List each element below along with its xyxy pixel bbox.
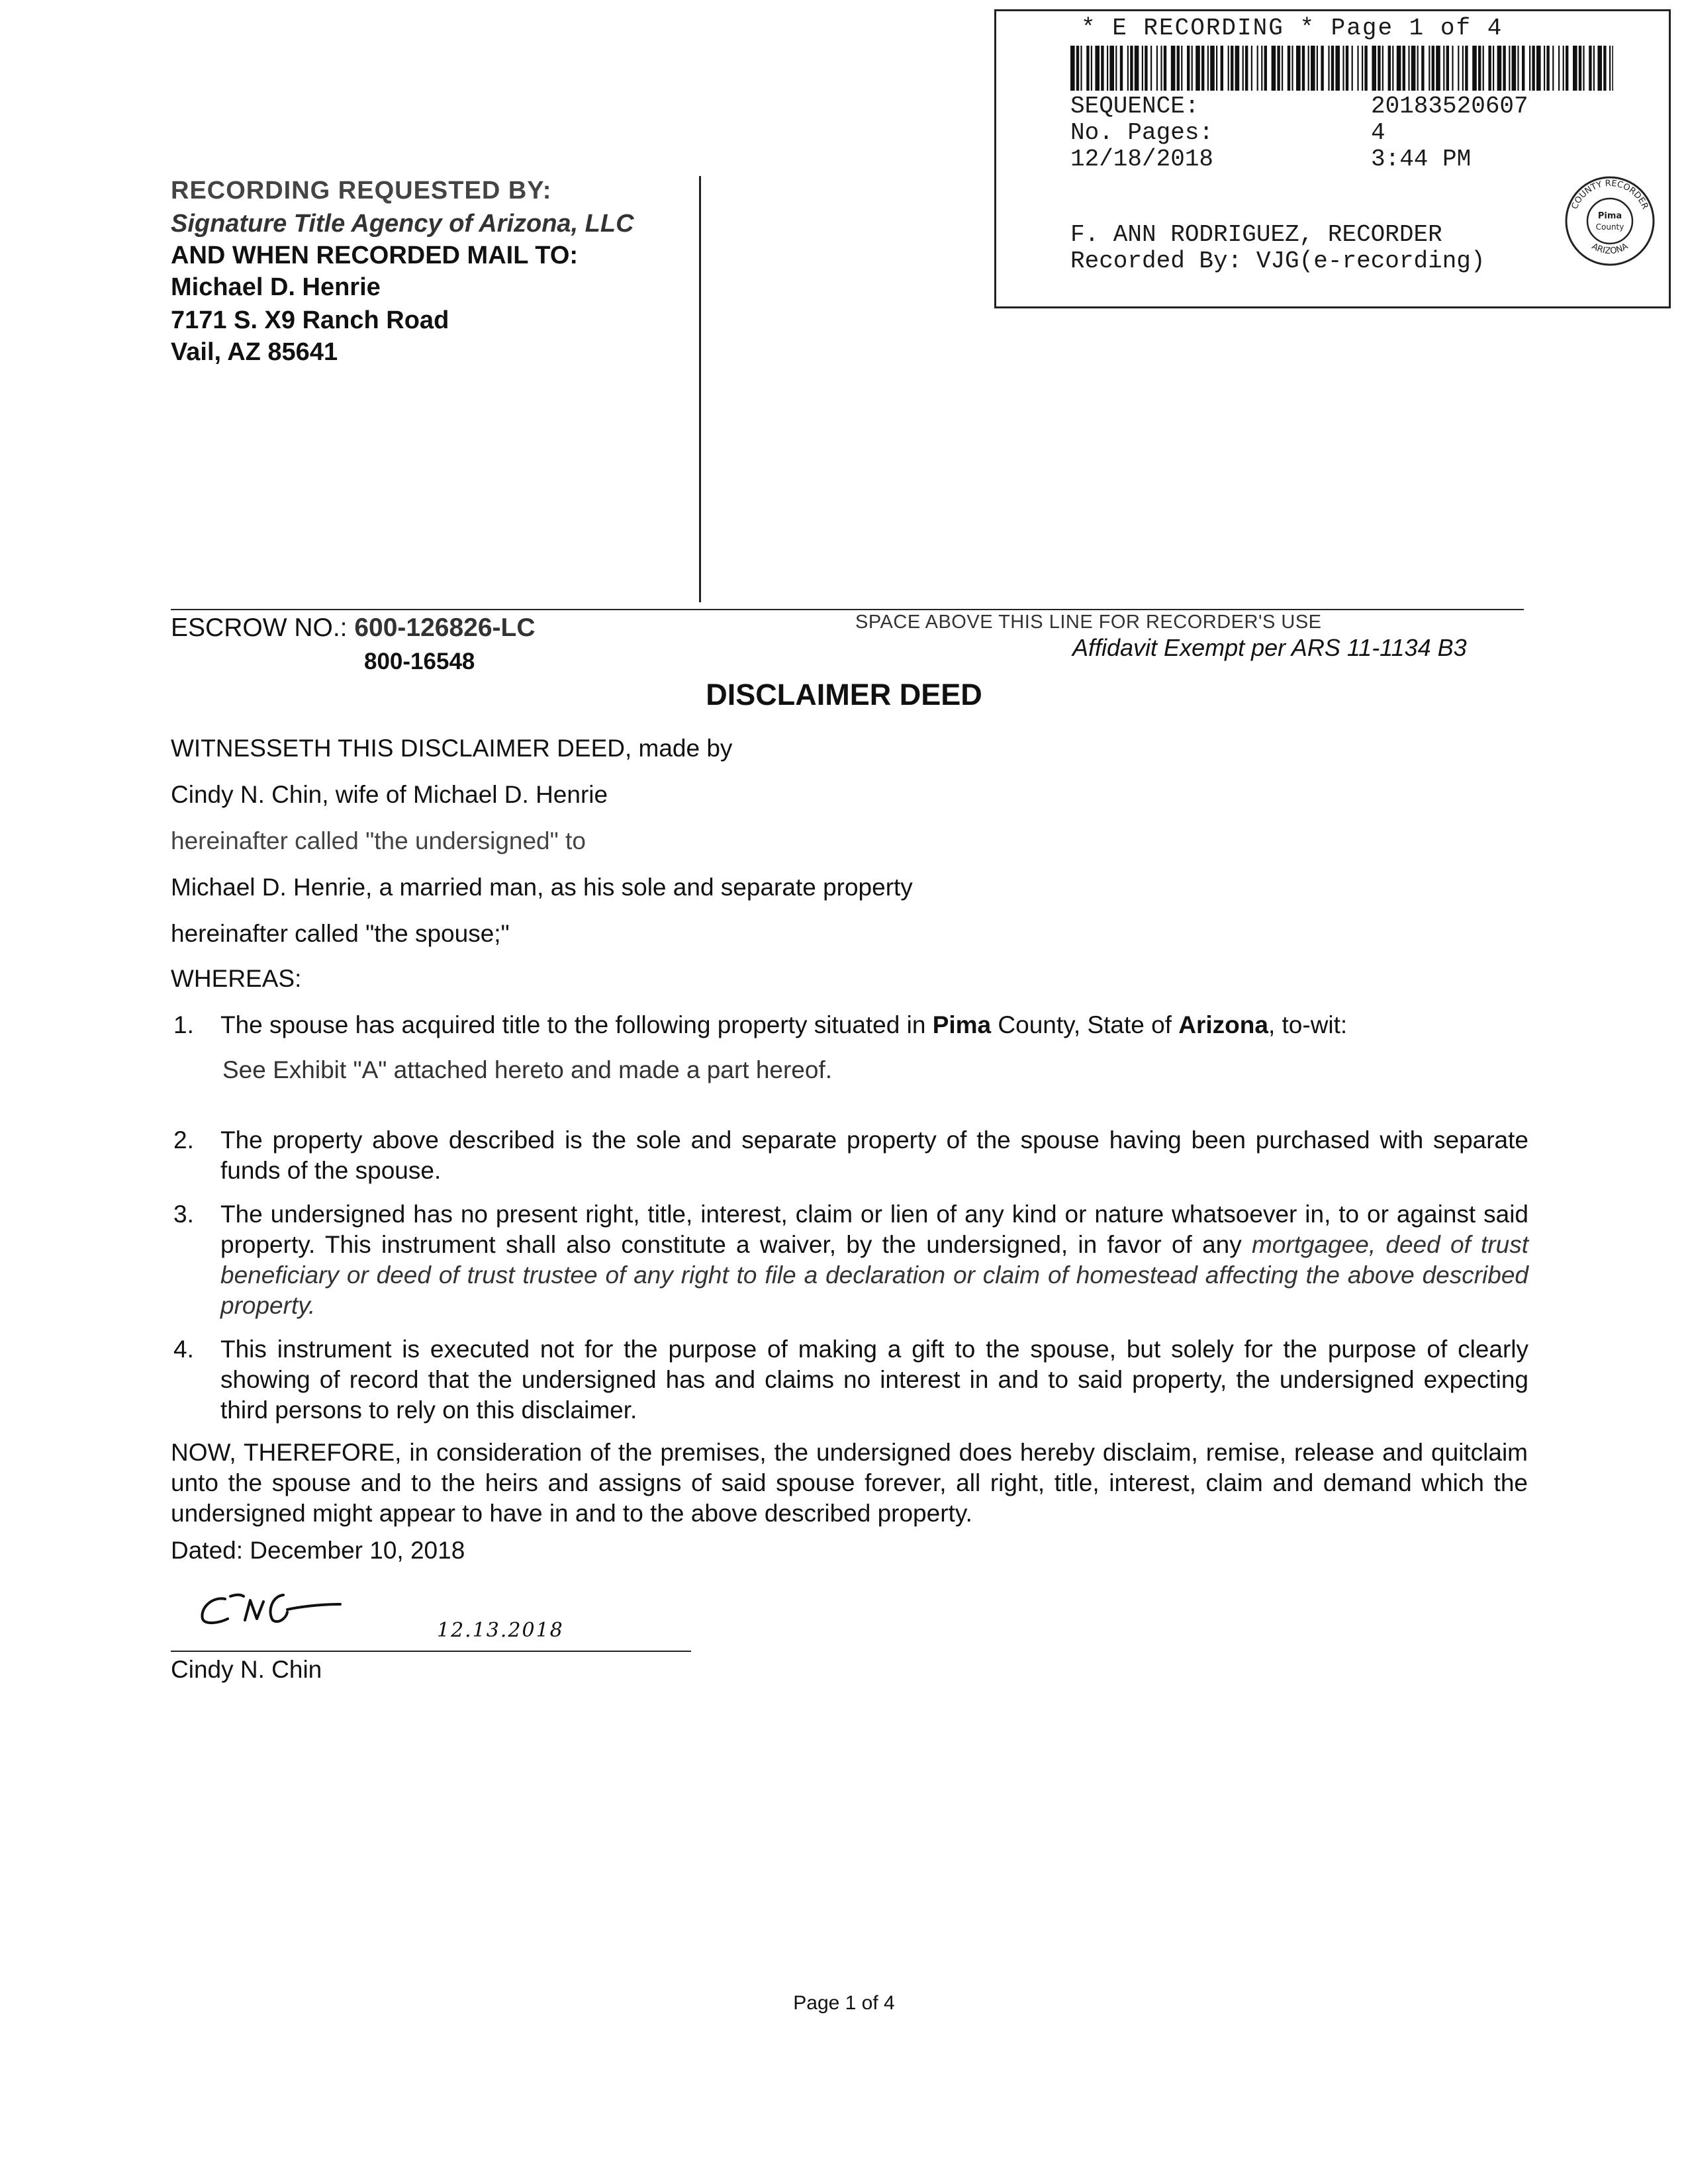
item-1-state: Arizona	[1178, 1011, 1268, 1038]
barcode-bar	[1221, 46, 1223, 91]
barcode-bar	[1429, 46, 1430, 91]
mail-to-city: Vail, AZ 85641	[171, 338, 338, 366]
recorder-space-line	[171, 609, 1524, 610]
barcode-bar	[1362, 46, 1363, 91]
barcode-bar	[1408, 46, 1409, 91]
barcode-bar	[1432, 46, 1434, 91]
seal-top-text: COUNTY RECORDER	[1570, 178, 1650, 211]
mail-to-name: Michael D. Henrie	[171, 273, 381, 301]
barcode-bar	[1342, 46, 1344, 91]
svg-text:COUNTY RECORDER	[1570, 179, 1650, 211]
item-1-text-b: County, State of	[991, 1011, 1179, 1038]
barcode-image	[1070, 46, 1613, 91]
barcode-bar	[1388, 46, 1391, 91]
barcode-bar	[1080, 46, 1082, 91]
barcode-bar	[1612, 46, 1613, 91]
item-1-exhibit-reference: See Exhibit "A" attached hereto and made a part hereof.	[222, 1056, 833, 1083]
item-1-text	[220, 1010, 1528, 1040]
barcode-bar	[1589, 46, 1591, 91]
barcode-bar	[1483, 46, 1484, 91]
barcode-bar	[1421, 46, 1424, 91]
escrow-number: 600-126826-LC	[354, 614, 536, 642]
barcode-bar	[1181, 46, 1182, 91]
seal-center-1: Pima	[1597, 211, 1622, 221]
recorded-time: 3:44 PM	[1371, 146, 1472, 173]
barcode-bar	[1397, 46, 1401, 91]
document-title: DISCLAIMER DEED	[706, 678, 982, 711]
barcode-bar	[1216, 46, 1217, 91]
barcode-bar	[1493, 46, 1494, 91]
item-2-text: The property above described is the sole and separate property of the spouse having been purchased with separate funds of the spouse.	[220, 1126, 1528, 1184]
barcode-bar	[1272, 46, 1276, 91]
barcode-bar	[1544, 46, 1545, 91]
barcode-bar	[1573, 46, 1577, 91]
affidavit-exempt-note: Affidavit Exempt per ARS 11-1134 B3	[1072, 634, 1467, 661]
intro-line-5: hereinafter called "the spouse;"	[171, 920, 510, 947]
barcode-bar	[1403, 46, 1405, 91]
barcode-bar	[1331, 46, 1334, 91]
barcode-bar	[1512, 46, 1517, 91]
escrow-number-2: 800-16548	[364, 649, 475, 674]
barcode-bar	[1357, 46, 1358, 91]
barcode-bar	[1095, 46, 1100, 91]
barcode-bar	[1160, 46, 1162, 91]
county-seal-icon	[1563, 174, 1657, 268]
barcode-bar	[1311, 46, 1315, 91]
barcode-bar	[1436, 46, 1440, 91]
barcode-bar	[1503, 46, 1505, 91]
signer-name: Cindy N. Chin	[171, 1656, 322, 1683]
barcode-bar	[1529, 46, 1530, 91]
sequence-label: SEQUENCE:	[1070, 93, 1199, 120]
signature-line	[171, 1651, 691, 1652]
barcode-bar	[1579, 46, 1581, 91]
barcode-bar	[1196, 46, 1200, 91]
barcode-bar	[1115, 46, 1117, 91]
barcode-bar	[1609, 46, 1611, 91]
barcode-bar	[1452, 46, 1453, 91]
barcode-bar	[1210, 46, 1215, 91]
barcode-bar	[1552, 46, 1554, 91]
barcode-bar	[1563, 46, 1564, 91]
recorded-date: 12/18/2018	[1070, 146, 1214, 173]
barcode-bar	[1372, 46, 1376, 91]
barcode-bar	[1566, 46, 1568, 91]
barcode-bar	[1364, 46, 1367, 91]
item-4-number: 4.	[173, 1336, 194, 1363]
item-1-number: 1.	[173, 1011, 194, 1038]
barcode-bar	[1086, 46, 1089, 91]
barcode-bar	[1522, 46, 1524, 91]
barcode-bar	[1282, 46, 1283, 91]
barcode-bar	[1109, 46, 1114, 91]
barcode-bar	[1228, 46, 1229, 91]
barcode-bar	[1583, 46, 1584, 91]
barcode-bar	[1532, 46, 1534, 91]
barcode-bar	[1187, 46, 1190, 91]
barcode-bar	[1392, 46, 1393, 91]
barcode-bar	[1142, 46, 1143, 91]
dated-line: Dated: December 10, 2018	[171, 1537, 465, 1564]
barcode-bar	[1291, 46, 1293, 91]
barcode-bar	[1145, 46, 1147, 91]
barcode-bar	[1346, 46, 1348, 91]
barcode-bar	[1235, 46, 1240, 91]
seal-center-2: County	[1595, 222, 1624, 232]
barcode-bar	[1488, 46, 1491, 91]
escrow-label: ESCROW NO.:	[171, 614, 348, 642]
item-2-number: 2.	[173, 1126, 194, 1154]
barcode-bar	[1593, 46, 1595, 91]
barcode-bar	[1070, 46, 1075, 91]
barcode-bar	[1261, 46, 1262, 91]
barcode-bar	[1458, 46, 1459, 91]
barcode-bar	[1352, 46, 1353, 91]
intro-line-6: WHEREAS:	[171, 965, 302, 992]
barcode-bar	[1150, 46, 1152, 91]
barcode-bar	[1243, 46, 1244, 91]
barcode-bar	[1478, 46, 1481, 91]
barcode-bar	[1277, 46, 1280, 91]
barcode-bar	[1302, 46, 1305, 91]
seal-bottom-text: ARIZONA	[1589, 241, 1630, 257]
barcode-bar	[1335, 46, 1340, 91]
barcode-bar	[1536, 46, 1541, 91]
barcode-bar	[1321, 46, 1323, 91]
recorder-name: F. ANN RODRIGUEZ, RECORDER	[1070, 221, 1442, 248]
barcode-bar	[1164, 46, 1166, 91]
barcode-bar	[1130, 46, 1133, 91]
barcode-bar	[1264, 46, 1267, 91]
intro-line-2: Cindy N. Chin, wife of Michael D. Henrie	[171, 781, 608, 808]
barcode-bar	[1465, 46, 1468, 91]
barcode-bar	[1288, 46, 1290, 91]
barcode-bar	[1517, 46, 1519, 91]
barcode-bar	[1107, 46, 1108, 91]
agency-name: Signature Title Agency of Arizona, LLC	[171, 210, 634, 238]
item-4-text: This instrument is executed not for the purpose of making a gift to the spouse, but solely for the purpose of clearly showing of record that the undersigned has and claims no interest in and to said property, the undersigned expecting third persons to rely on this disclaimer.	[220, 1336, 1528, 1424]
barcode-bar	[1257, 46, 1258, 91]
recording-requested-label: RECORDING REQUESTED BY:	[171, 177, 552, 205]
barcode-bar	[1509, 46, 1510, 91]
barcode-bar	[1472, 46, 1477, 91]
barcode-bar	[1076, 46, 1079, 91]
barcode-bar	[1101, 46, 1103, 91]
barcode-bar	[1446, 46, 1449, 91]
barcode-bar	[1120, 46, 1123, 91]
sequence-value: 20183520607	[1371, 93, 1528, 120]
mail-to-street: 7171 S. X9 Ranch Road	[171, 306, 449, 334]
barcode-bar	[1177, 46, 1180, 91]
barcode-bar	[1135, 46, 1139, 91]
item-3-text-italic: mortgagee, deed of trust beneficiary or deed of trust trustee of any right to file a declaration or claim of homestead affecting the above described property.	[220, 1231, 1529, 1319]
barcode-bar	[1411, 46, 1416, 91]
barcode-bar	[1091, 46, 1092, 91]
item-1-county: Pima	[932, 1011, 992, 1038]
recorded-by: Recorded By: VJG(e-recording)	[1070, 248, 1485, 275]
barcode-bar	[1328, 46, 1329, 91]
item-3-text	[220, 1199, 1528, 1321]
barcode-bar	[1231, 46, 1233, 91]
barcode-bar	[1251, 46, 1252, 91]
handwritten-signature-image	[193, 1582, 352, 1635]
barcode-bar	[1192, 46, 1193, 91]
pages-value: 4	[1371, 119, 1385, 146]
recording-header: * E RECORDING * Page 1 of 4	[1081, 15, 1503, 42]
barcode-bar	[1382, 46, 1383, 91]
pages-label: No. Pages:	[1070, 119, 1214, 146]
handwritten-date: 12.13.2018	[437, 1619, 564, 1642]
barcode-bar	[1546, 46, 1549, 91]
now-therefore-paragraph: NOW, THEREFORE, in consideration of the premises, the undersigned does hereby disclaim, remise, release and quitclaim unto the spouse and to the heirs and assigns of said spouse forever, all right, title, interest, claim and demand which the undersigned might appear to have in and to the above described property.	[171, 1439, 1528, 1527]
barcode-bar	[1308, 46, 1309, 91]
page-number: Page 1 of 4	[793, 1992, 895, 2014]
item-1-text-a: The spouse has acquired title to the following property situated in	[220, 1011, 933, 1038]
item-3-text-main: The undersigned has no present right, title, interest, claim or lien of any kind or nature whatsoever in, to or against said property. This instrument shall also constitute a waiver, by the undersigned, in favor of any	[220, 1201, 1528, 1258]
intro-line-1: WITNESSETH THIS DISCLAIMER DEED, made by	[171, 735, 733, 762]
barcode-bar	[1201, 46, 1204, 91]
space-above-note: SPACE ABOVE THIS LINE FOR RECORDER'S USE	[855, 612, 1322, 633]
barcode-bar	[1443, 46, 1444, 91]
intro-line-3: hereinafter called "the undersigned" to	[171, 827, 586, 854]
barcode-bar	[1603, 46, 1606, 91]
barcode-bar	[1245, 46, 1248, 91]
intro-line-4: Michael D. Henrie, a married man, as his sole and separate property	[171, 874, 913, 901]
barcode-bar	[1558, 46, 1560, 91]
barcode-bar	[1317, 46, 1318, 91]
barcode-bar	[1207, 46, 1209, 91]
escrow-block	[171, 613, 536, 643]
barcode-bar	[1497, 46, 1502, 91]
barcode-bar	[1156, 46, 1158, 91]
barcode-bar	[1462, 46, 1464, 91]
header-vertical-divider	[699, 176, 701, 602]
item-1-text-c: , to-wit:	[1268, 1011, 1348, 1038]
mail-to-label: AND WHEN RECORDED MAIL TO:	[171, 242, 579, 269]
barcode-bar	[1127, 46, 1129, 91]
barcode-bar	[1171, 46, 1176, 91]
barcode-bar	[1597, 46, 1602, 91]
recorder-stamp-box	[994, 9, 1671, 308]
item-3-number: 3.	[173, 1201, 194, 1228]
barcode-bar	[1417, 46, 1419, 91]
barcode-bar	[1378, 46, 1380, 91]
barcode-bar	[1296, 46, 1301, 91]
